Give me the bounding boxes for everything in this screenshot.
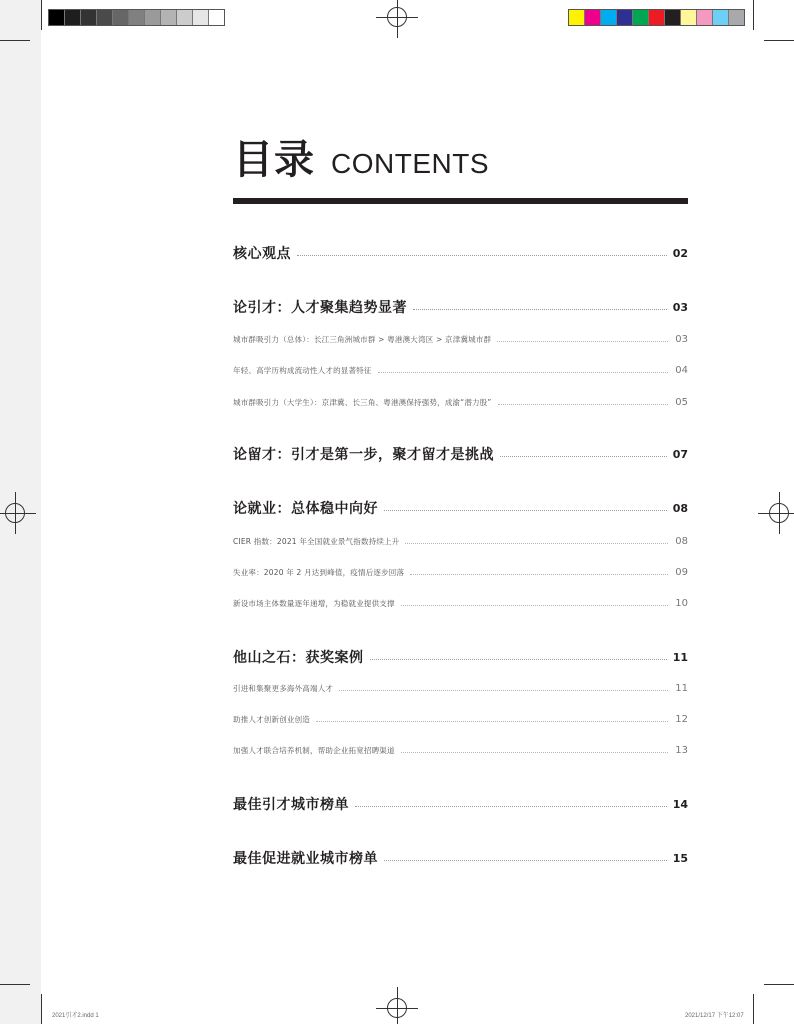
- dot-leader: [384, 510, 667, 511]
- dot-leader: [316, 721, 668, 722]
- dot-leader: [498, 404, 668, 405]
- registration-mark-top: [387, 7, 407, 27]
- toc-entry-page: 10: [675, 598, 688, 609]
- toc-entry-sub[interactable]: [233, 745, 688, 756]
- toc-entry-title: 论就业：总体稳中向好: [233, 501, 378, 517]
- color-swatch: [633, 10, 649, 25]
- toc-entry-page: 07: [672, 447, 688, 461]
- dot-leader: [497, 341, 668, 342]
- toc-entry-page: 05: [675, 397, 688, 408]
- toc-entry-title: 城市群吸引力（总体）：长江三角洲城市群 > 粤港澳大湾区 > 京津冀城市群: [233, 335, 492, 344]
- dot-leader: [405, 543, 668, 544]
- toc-entry-page: 13: [675, 745, 688, 756]
- toc-entry-title: 最佳引才城市榜单: [233, 797, 349, 813]
- gray-swatch: [65, 10, 81, 25]
- toc-entry-page: 08: [672, 501, 688, 515]
- toc-entry-title: 核心观点: [233, 246, 291, 262]
- toc-entry-title: 加强人才联合培养机制，帮助企业拓宽招聘渠道: [233, 746, 395, 755]
- crop-mark: [764, 40, 794, 41]
- color-swatch: [697, 10, 713, 25]
- toc-entry-title: 论引才：人才聚集趋势显著: [233, 300, 407, 316]
- color-swatch: [569, 10, 585, 25]
- toc-entry-title: 新设市场主体数量逐年递增，为稳就业提供支撑: [233, 599, 395, 608]
- registration-mark-bottom: [387, 998, 407, 1018]
- contents-heading: [233, 128, 489, 185]
- toc-entry-page: 15: [672, 851, 688, 865]
- toc-entry-title: 引进和集聚更多海外高端人才: [233, 684, 334, 693]
- toc-entry-sub[interactable]: [233, 334, 688, 345]
- toc-entry-sub[interactable]: [233, 365, 688, 376]
- color-swatch: [649, 10, 665, 25]
- toc-entry-page: 03: [675, 334, 688, 345]
- toc-entry-page: 14: [672, 797, 688, 811]
- toc-entry-page: 03: [672, 300, 688, 314]
- toc-entry-sub[interactable]: [233, 567, 688, 578]
- crop-mark: [753, 994, 754, 1024]
- gray-swatch: [113, 10, 129, 25]
- toc-entry-sub[interactable]: [233, 397, 688, 408]
- color-swatch: [665, 10, 681, 25]
- gray-swatch: [161, 10, 177, 25]
- crop-mark: [0, 984, 30, 985]
- toc-entry-page: 04: [675, 365, 688, 376]
- toc-entry-page: 12: [675, 714, 688, 725]
- dot-leader: [297, 255, 667, 256]
- toc-entry-sub[interactable]: [233, 714, 688, 725]
- crop-mark: [753, 0, 754, 30]
- toc-entry-sub[interactable]: [233, 683, 688, 694]
- dot-leader: [339, 690, 668, 691]
- toc-entry-page: 11: [675, 683, 688, 694]
- dot-leader: [384, 860, 667, 861]
- crop-mark: [0, 40, 30, 41]
- crop-mark: [41, 994, 42, 1024]
- color-swatch: [681, 10, 697, 25]
- toc-entry-page: 08: [675, 536, 688, 547]
- heading-rule: [233, 198, 688, 204]
- toc-entry-title: CIER 指数：2021 年全国就业景气指数持续上升: [233, 537, 400, 546]
- color-swatch: [585, 10, 601, 25]
- toc-entry-title: 助推人才创新创业创造: [233, 715, 310, 724]
- dot-leader: [413, 309, 667, 310]
- dot-leader: [401, 605, 668, 606]
- toc-entry-title: 论留才：引才是第一步，聚才留才是挑战: [233, 447, 494, 463]
- toc-entry-title: 城市群吸引力（大学生）：京津冀、长三角、粤港澳保持强势，成渝“潜力股”: [233, 398, 492, 407]
- timestamp-slug: 2021/12/17 下午12:07: [685, 1013, 744, 1019]
- color-swatch: [601, 10, 617, 25]
- gray-swatch: [81, 10, 97, 25]
- heading-english: CONTENTS: [331, 148, 489, 179]
- toc-entry-sub[interactable]: [233, 598, 688, 609]
- toc-entry-page: 09: [675, 567, 688, 578]
- gray-swatch: [49, 10, 65, 25]
- toc-entry-title: 他山之石：获奖案例: [233, 650, 364, 666]
- toc-entry-main[interactable]: [233, 794, 688, 814]
- dot-leader: [370, 659, 667, 660]
- toc-entry-page: 11: [672, 650, 688, 664]
- gray-swatch: [177, 10, 193, 25]
- gray-swatch: [145, 10, 161, 25]
- toc-entry-main[interactable]: [233, 444, 688, 464]
- toc-entry-sub[interactable]: [233, 536, 688, 547]
- color-swatch: [729, 10, 744, 25]
- crop-mark: [41, 0, 42, 30]
- color-calibration-bar: [568, 9, 745, 26]
- registration-mark-left: [5, 503, 25, 523]
- dot-leader: [378, 372, 668, 373]
- toc-entry-main[interactable]: [233, 297, 688, 317]
- toc-entry-title: 最佳促进就业城市榜单: [233, 851, 378, 867]
- crop-mark: [764, 984, 794, 985]
- toc-entry-main[interactable]: [233, 498, 688, 518]
- toc-entry-title: 失业率：2020 年 2 月达到峰值，疫情后逐步回落: [233, 568, 405, 577]
- gray-swatch: [193, 10, 209, 25]
- gray-swatch: [209, 10, 224, 25]
- toc-entry-main[interactable]: [233, 647, 688, 667]
- gray-swatch: [97, 10, 113, 25]
- grayscale-calibration-bar: [48, 9, 225, 26]
- file-slug: 2021引才2.indd 1: [52, 1013, 99, 1019]
- color-swatch: [617, 10, 633, 25]
- toc-entry-title: 年轻、高学历构成流动性人才的显著特征: [233, 366, 372, 375]
- gray-swatch: [129, 10, 145, 25]
- dot-leader: [410, 574, 668, 575]
- toc-entry-main[interactable]: [233, 848, 688, 868]
- registration-mark-right: [769, 503, 789, 523]
- color-swatch: [713, 10, 729, 25]
- dot-leader: [355, 806, 667, 807]
- dot-leader: [401, 752, 668, 753]
- dot-leader: [500, 456, 667, 457]
- toc-entry-page: 02: [672, 246, 688, 260]
- heading-chinese: 目录: [233, 137, 315, 183]
- toc-entry-main[interactable]: [233, 243, 688, 263]
